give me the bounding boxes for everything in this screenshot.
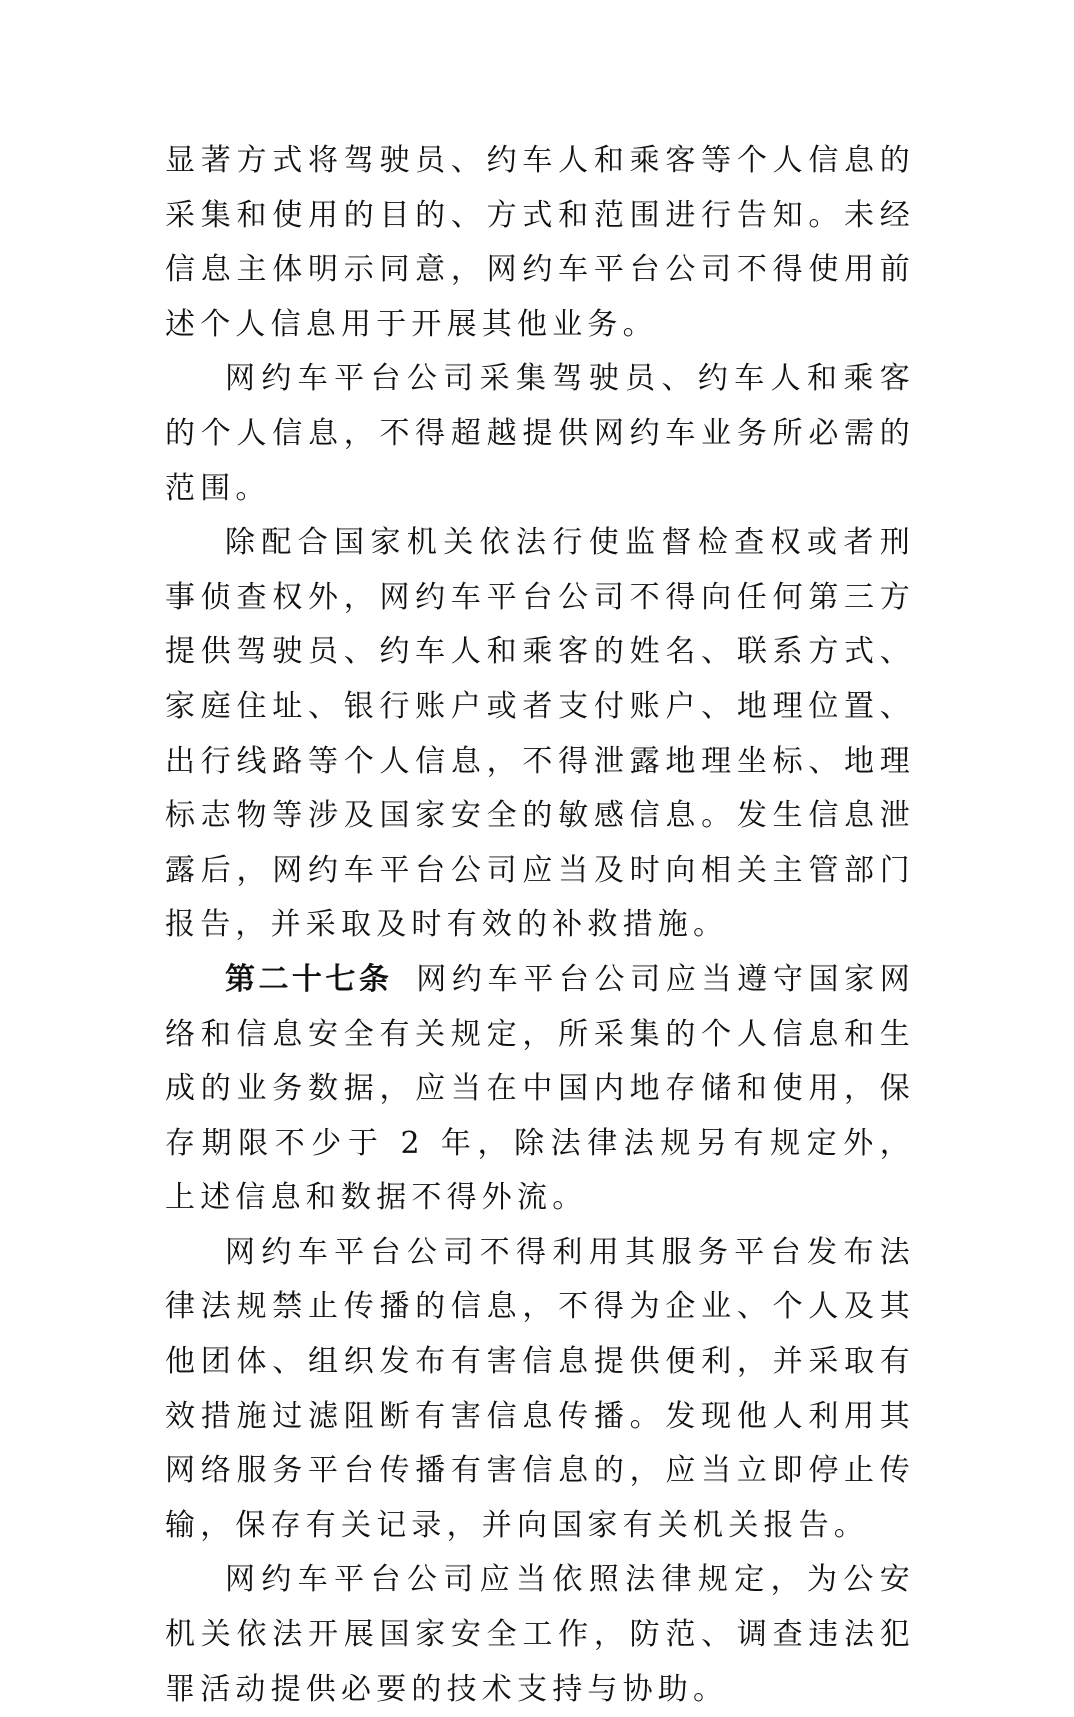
paragraph-6 xyxy=(165,1553,915,1717)
paragraph-text: 除配合国家机关依法行使监督检查权或者刑事侦查权外，网约车平台公司不得向任何第三方提供驾驶员、约车人和乘客的姓名、联系方式、家庭住址、银行账户或者支付账户、地理位置、出行线路等个人信息，不得泄露地理坐标、地理标志物等涉及国家安全的敏感信息。发生信息泄露后，网约车平台公司应当及时向相关主管部门报告，并采取及时有效的补救措施。 xyxy=(165,525,915,943)
article-27-paragraph xyxy=(165,953,915,1226)
paragraph-text: 网约车平台公司应当遵守国家网络和信息安全有关规定，所采集的个人信息和生成的业务数据，应当在中国内地存储和使用，保存期限不少于 2 年，除法律法规另有规定外，上述信息和数据不得外流。 xyxy=(165,961,915,1216)
paragraph-text: 网约车平台公司应当依照法律规定，为公安机关依法开展国家安全工作，防范、调查违法犯罪活动提供必要的技术支持与协助。 xyxy=(165,1562,915,1707)
article-title: 第二十七条 xyxy=(225,961,393,997)
paragraph-5 xyxy=(165,1226,915,1554)
paragraph-text: 网约车平台公司不得利用其服务平台发布法律法规禁止传播的信息，不得为企业、个人及其他团体、组织发布有害信息提供便利，并采取有效措施过滤阻断有害信息传播。发现他人利用其网络服务平台传播有害信息的，应当立即停止传输，保存有关记录，并向国家有关机关报告。 xyxy=(165,1234,915,1543)
paragraph-text: 网约车平台公司采集驾驶员、约车人和乘客的个人信息，不得超越提供网约车业务所必需的范围。 xyxy=(165,361,915,506)
paragraph-2 xyxy=(165,352,915,516)
paragraph-1 xyxy=(165,134,915,352)
paragraph-text: 显著方式将驾驶员、约车人和乘客等个人信息的采集和使用的目的、方式和范围进行告知。未经信息主体明示同意，网约车平台公司不得使用前述个人信息用于开展其他业务。 xyxy=(165,143,915,342)
document-body xyxy=(165,134,915,1717)
paragraph-3 xyxy=(165,516,915,953)
